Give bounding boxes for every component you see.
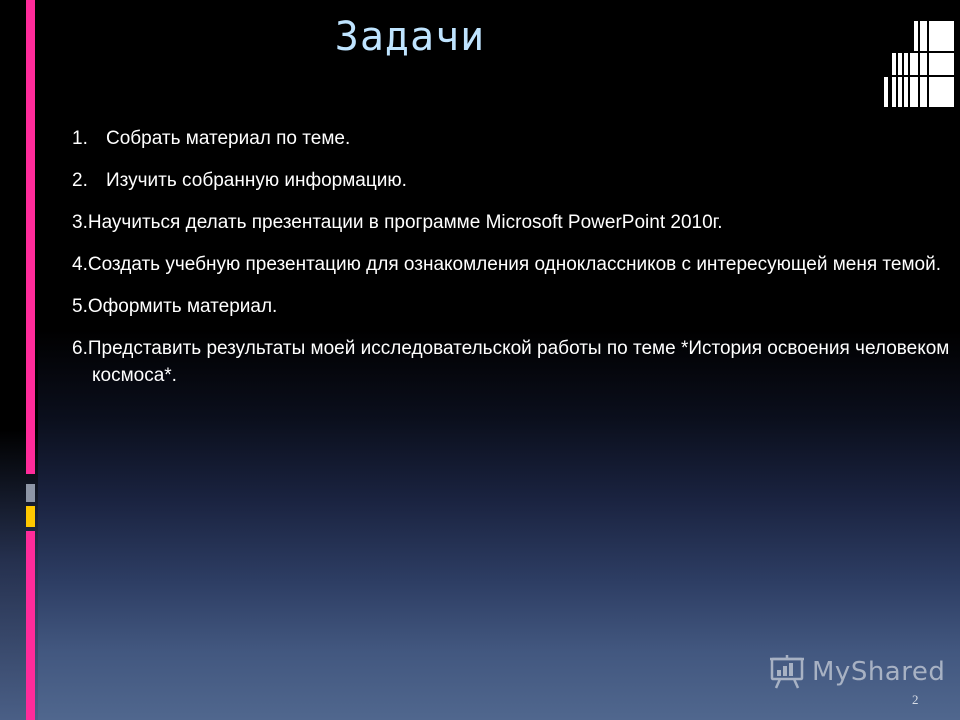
task-number: 2. xyxy=(72,170,88,191)
task-list xyxy=(72,125,952,404)
accent-bar-yellow xyxy=(26,506,35,527)
task-text: Оформить материал. xyxy=(87,296,278,317)
task-text: Научиться делать презентации в программе Microsoft PowerPoint 2010г. xyxy=(87,212,723,233)
task-item-2 xyxy=(72,167,952,194)
task-item-3 xyxy=(72,209,952,236)
presentation-board-icon xyxy=(768,653,806,691)
task-number: 4. xyxy=(72,254,88,275)
task-number: 1. xyxy=(72,128,88,149)
task-item-1 xyxy=(72,125,952,152)
task-item-5 xyxy=(72,293,952,320)
task-item-6 xyxy=(72,335,952,389)
accent-bar-pink-top xyxy=(26,0,35,474)
task-number: 5. xyxy=(72,296,88,317)
task-text: Собрать материал по теме. xyxy=(106,128,351,149)
accent-bar-gray xyxy=(26,484,35,502)
task-number: 3. xyxy=(72,212,88,233)
watermark-text: MyShared xyxy=(812,657,946,687)
watermark xyxy=(768,652,945,692)
task-text: Создать учебную презентацию для ознакомления одноклассников с интересующей меня темой. xyxy=(87,254,942,275)
task-item-4 xyxy=(72,251,952,278)
slide-title: Задачи xyxy=(334,14,486,60)
task-number: 6. xyxy=(72,338,88,359)
task-text: Представить результаты моей исследовательской работы по теме *История освоения человеком космоса*. xyxy=(87,338,950,386)
page-number: 2 xyxy=(912,692,919,707)
task-text: Изучить собранную информацию. xyxy=(106,170,407,191)
grid-blocks-icon xyxy=(884,21,954,107)
accent-bar-pink-bottom xyxy=(26,531,35,720)
